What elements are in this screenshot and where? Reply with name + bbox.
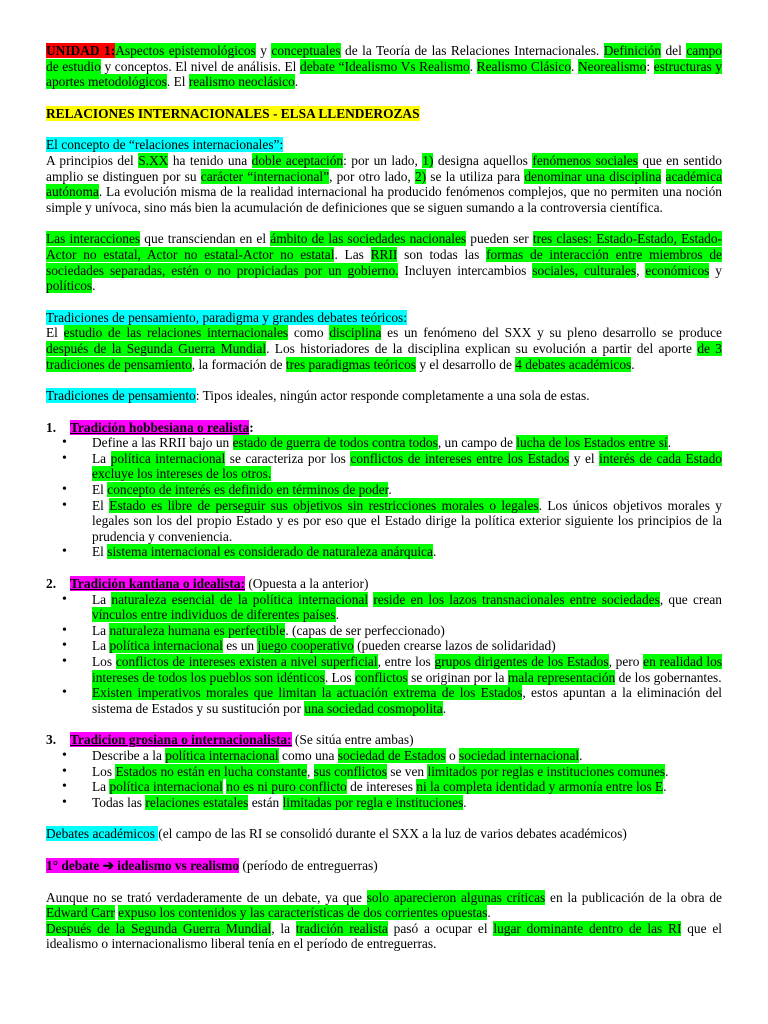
text-run: se la utiliza para	[426, 168, 525, 184]
highlighted-text: Edward Carr	[46, 905, 115, 921]
text-run: , la	[271, 920, 296, 936]
text-run: La	[92, 638, 110, 654]
highlighted-text: estudio de las relaciones internacionales	[63, 325, 289, 341]
highlighted-text: sistema internacional es considerado de naturaleza anárquica	[107, 544, 433, 560]
text-run: designa aquellos	[433, 152, 533, 168]
highlighted-text: interés de cada Estado excluye los intereses de los otros.	[92, 450, 722, 482]
text-run: , estos apuntan a la eliminación del sistema de Estados y su sustitución por	[92, 685, 722, 716]
hobbes-bullets	[46, 435, 722, 560]
text-run: .	[663, 779, 667, 795]
txt: . El	[166, 74, 189, 90]
text-run: pasó a ocupar el	[387, 920, 494, 936]
concept-heading-text: El concepto de “relaciones internacionales”:	[46, 137, 284, 153]
highlighted-text: sociedad internacional	[459, 747, 580, 763]
txt: :	[646, 58, 654, 74]
highlighted-text: política internacional	[110, 450, 226, 466]
text-run: El	[92, 482, 108, 498]
unit-label: UNIDAD 1:	[46, 43, 116, 58]
tradition-title	[46, 732, 722, 748]
highlighted-text: tres paradigmas teóricos	[285, 356, 416, 372]
text-run: o	[445, 747, 460, 763]
highlighted-text: política internacional	[109, 638, 223, 654]
tradition-hobbes	[46, 420, 722, 560]
text-run: que transciendan en el	[140, 231, 271, 247]
text-run: A principios del	[46, 152, 139, 168]
tradition-title-text: Tradición hobbesiana o realista	[70, 419, 250, 435]
hl: Realismo Clásico	[476, 58, 572, 74]
text-run: Define a las RRII bajo un	[92, 435, 233, 451]
text-run: como una	[278, 747, 338, 763]
highlighted-text: reside en los lazos transnacionales entre sociedades	[373, 591, 660, 607]
hl: realismo neoclásico	[188, 74, 295, 90]
text-run: , entre los	[377, 654, 435, 669]
text-run: Todas las	[92, 794, 146, 810]
txt: 1° debate	[46, 857, 103, 873]
text-run: se originan por la	[407, 669, 508, 685]
list-item	[46, 592, 722, 623]
arrow-icon: ➔	[102, 857, 114, 873]
highlighted-text: vínculos entre individuos de diferentes países	[92, 607, 336, 623]
document-page	[46, 43, 722, 952]
text-run: .	[335, 607, 339, 623]
highlighted-text: doble aceptación	[251, 152, 344, 168]
highlighted-text: limitadas por regla e instituciones	[282, 794, 464, 810]
concept-heading	[46, 137, 722, 153]
highlighted-text: ámbito de las sociedades nacionales	[270, 231, 467, 247]
first-debate-title	[46, 858, 722, 874]
text-run: El	[92, 544, 108, 560]
text-run: .	[442, 700, 447, 716]
concept-paragraph-2	[46, 231, 722, 293]
text-run: pueden ser	[466, 231, 533, 247]
traditions-heading	[46, 310, 722, 326]
hl: Neorealismo	[577, 58, 647, 74]
text-run: La	[92, 450, 111, 466]
text-run: , la formación de	[191, 356, 286, 372]
highlighted-text: fenómenos sociales	[532, 152, 638, 168]
highlighted-text: conflictos	[354, 669, 408, 685]
highlighted-text: económicos	[645, 262, 710, 278]
list-item	[46, 623, 722, 639]
highlighted-text: después de la Segunda Guerra Mundial	[46, 340, 267, 356]
highlighted-text: Después de la Segunda Guerra Mundial	[46, 920, 272, 936]
text-run: : por un lado,	[343, 152, 423, 168]
highlighted-text: formas de interacción entre miembros de sociedades separadas, estén o no propiciadas por un gobierno.	[46, 246, 723, 278]
list-item	[46, 779, 722, 795]
highlighted-text: juego cooperativo	[257, 638, 354, 654]
text-run: La	[92, 622, 110, 638]
highlighted-text: Estado es libre de perseguir sus objetivos sin restricciones morales o legales	[109, 497, 539, 513]
concept-paragraph-1	[46, 153, 722, 215]
highlighted-text: política internacional	[165, 747, 279, 763]
highlighted-text: sociales, culturales	[532, 262, 637, 278]
text-run: .	[579, 747, 583, 763]
debates-heading	[46, 826, 722, 842]
highlighted-text: lucha de los Estados entre sí	[516, 435, 668, 451]
highlighted-text: no es ni puro conflicto	[226, 779, 347, 795]
text-run: . La evolución misma de la realidad internacional ha producido fenómenos complejos, que no permiten una noción simple y unívoca, sino más bien la acumulación de definiciones que se siguen sumando a la controversia científica.	[46, 184, 722, 215]
traditions-paragraph-1	[46, 325, 722, 372]
txt: del	[661, 43, 687, 58]
highlighted-text: política internacional	[109, 779, 223, 795]
highlighted-text: ni la completa identidad y armonía entre los E	[416, 779, 664, 795]
highlighted-text: concepto de interés es definido en términos de poder	[107, 482, 389, 498]
highlighted-text: carácter “internacional”	[200, 168, 330, 184]
highlighted-text: S.XX	[138, 152, 169, 168]
text-run: de intereses	[346, 779, 417, 795]
txt: (Opuesta a la anterior)	[244, 576, 369, 592]
text-run: Aunque no se trató verdaderamente de un debate, ya que	[46, 889, 367, 905]
list-item	[46, 498, 722, 545]
highlighted-text: 2)	[414, 168, 427, 184]
highlighted-text: una sociedad cosmopolita	[304, 700, 443, 716]
tradition-grotius	[46, 732, 722, 810]
text-run: y el	[569, 450, 600, 466]
highlighted-text: naturaleza esencial de la política internacional	[111, 591, 369, 607]
list-item	[46, 654, 722, 685]
hl: conceptuales	[271, 43, 341, 58]
traditions-heading-text: Tradiciones de pensamiento, paradigma y grandes debates teóricos:	[46, 309, 407, 325]
text-run: El	[46, 325, 64, 341]
highlighted-text: expuso los contenidos y las características de dos corrientes opuestas	[118, 905, 488, 921]
text-run: .	[667, 435, 672, 451]
debates-label: Debates académicos	[46, 826, 159, 842]
text-run: El	[92, 497, 110, 513]
text-run: .	[432, 544, 437, 560]
list-item	[46, 685, 722, 716]
text-run: Describe a la	[92, 747, 166, 763]
txt: .	[294, 74, 299, 90]
text-run: . Los	[324, 669, 355, 685]
tradition-kant	[46, 576, 722, 716]
list-item	[46, 544, 722, 560]
document-title	[46, 106, 722, 122]
text-run: y	[709, 262, 723, 278]
text-run: .	[388, 482, 392, 498]
text-run: La	[92, 779, 110, 795]
highlighted-text: políticos	[46, 278, 93, 294]
grotius-bullets	[46, 748, 722, 810]
tradition-title	[46, 576, 722, 592]
traditions-label: Tradiciones de pensamiento	[46, 388, 196, 404]
text-run: . Los únicos objetivos morales y legales son los del propio Estado y es por eso que el Estado dirige la política exterior siguiente los principios de la prudencia y conveniencia.	[92, 497, 722, 544]
list-item	[46, 748, 722, 764]
unit-paragraph	[46, 43, 722, 90]
highlighted-text: denominar una disciplina	[524, 168, 662, 184]
highlighted-text: 4 debates académicos	[515, 356, 632, 372]
txt: y conceptos. El nivel de análisis. El	[100, 58, 301, 74]
text-run: La	[92, 591, 112, 607]
highlighted-text: sociedad de Estados	[337, 747, 446, 763]
txt: idealismo vs realismo	[113, 857, 240, 873]
highlighted-text: conflictos de intereses existen a nivel superficial	[115, 654, 378, 669]
text-run: .	[92, 278, 96, 294]
text-run: .	[487, 905, 491, 921]
text-run: , que crean	[659, 591, 722, 607]
text-run: son todas las	[397, 246, 487, 262]
text-run: se caracteriza por los	[225, 450, 351, 466]
text-run: Los	[92, 654, 116, 669]
list-item	[46, 764, 722, 780]
text-run: (pueden crearse lazos de solidaridad)	[353, 638, 556, 654]
tradition-title-text: Tradición kantiana o idealista:	[70, 576, 245, 592]
highlighted-text: estado de guerra de todos contra todos	[232, 435, 438, 451]
tradition-title-text: Tradicion grosiana o internacionalista:	[70, 732, 292, 748]
highlighted-text: solo aparecieron algunas críticas	[366, 889, 546, 905]
highlighted-text: sus conflictos	[313, 763, 387, 779]
highlighted-text: Las interacciones	[46, 231, 141, 247]
text-run: . Los historiadores de la disciplina explican su evolución a partir del aporte	[266, 340, 698, 356]
text-run: que el idealismo o internacionalismo liberal tenía en el período de entreguerras.	[46, 920, 722, 952]
list-item	[46, 638, 722, 654]
highlighted-text: 1)	[422, 152, 434, 168]
text-run: es un fenómeno del SXX y su pleno desarrollo se produce	[381, 325, 722, 341]
highlighted-text: Estados no están en lucha constante	[115, 763, 307, 779]
list-item	[46, 795, 722, 811]
hl: debate “Idealismo Vs Realismo	[300, 58, 470, 74]
highlighted-text: RRII	[370, 246, 398, 262]
txt: .	[571, 58, 578, 74]
list-item	[46, 482, 722, 498]
list-item	[46, 435, 722, 451]
text-run: están	[248, 794, 283, 810]
highlighted-text: naturaleza humana es perfectible	[109, 622, 286, 638]
text-run: , por otro lado,	[329, 168, 415, 184]
kant-bullets	[46, 592, 722, 717]
txt: .	[469, 58, 477, 74]
text-run: .	[665, 763, 669, 779]
hl: Aspectos epistemológicos	[115, 43, 256, 58]
text-run: .	[631, 356, 635, 372]
highlighted-text: Existen imperativos morales que limitan la actuación extrema de los Estados	[92, 685, 523, 701]
txt: :	[249, 419, 254, 435]
text-run: y el desarrollo de	[415, 356, 516, 372]
text-run: como	[288, 325, 330, 341]
highlighted-text: disciplina	[329, 325, 382, 341]
text-run: de los gobernantes.	[615, 669, 722, 685]
hl: estructuras y aportes metodológicos	[46, 58, 723, 90]
text-run: Incluyen intercambios	[398, 262, 533, 278]
highlighted-text: conflictos de intereses entre los Estados	[350, 450, 570, 466]
highlighted-text: limitados por reglas e instituciones comunes	[427, 763, 666, 779]
text-run: ha tenido una	[168, 152, 252, 168]
text-run: , un campo de	[437, 435, 517, 451]
highlighted-text: mala representación	[507, 669, 616, 685]
text-run: que en sentido amplio se distinguen por su	[46, 152, 722, 184]
highlighted-text: tres clases: Estado-Estado, Estado-Actor no estatal, Actor no estatal-Actor no estatal	[46, 231, 723, 262]
debates-paragraph-1	[46, 890, 722, 921]
text-run: ,	[306, 763, 314, 779]
highlighted-text: lugar dominante dentro de las RI	[493, 920, 682, 936]
text-run	[661, 169, 665, 184]
list-item	[46, 451, 722, 482]
text-run: .	[463, 794, 467, 810]
hl: campo de estudio	[46, 43, 723, 74]
highlighted-text: relaciones estatales	[145, 794, 249, 810]
text-run: . (capas de ser perfeccionado)	[285, 622, 445, 638]
text-run: , pero	[608, 654, 644, 669]
title-text: RELACIONES INTERNACIONALES - ELSA LLENDEROZAS	[46, 105, 420, 121]
text-run: ,	[636, 262, 646, 278]
highlighted-text: de 3 tradiciones de pensamiento	[46, 340, 722, 372]
txt: : Tipos ideales, ningún actor responde completamente a una sola de estas.	[195, 388, 590, 404]
txt: (el campo de las RI se consolidó durante el SXX a la luz de varios debates académicos)	[158, 826, 627, 842]
hl: Definición	[603, 43, 662, 58]
text-run: es un	[222, 638, 258, 654]
highlighted-text: en realidad los intereses de todos los pueblos son idénticos	[92, 654, 722, 685]
traditions-paragraph-2	[46, 388, 722, 404]
txt: (período de entreguerras)	[239, 857, 378, 873]
highlighted-text: tradición realista	[295, 920, 388, 936]
list-number: 2.	[46, 576, 57, 592]
text-run: en la publicación de la obra de	[545, 889, 722, 905]
text-run: se ven	[386, 763, 428, 779]
txt: (Se sitúa entre ambas)	[291, 732, 414, 748]
debates-paragraph-2	[46, 921, 722, 952]
traditions-list	[46, 420, 722, 811]
txt: y	[255, 43, 272, 58]
tradition-title	[46, 420, 722, 436]
highlighted-text: académica autónoma	[46, 168, 723, 200]
text-run: . Las	[334, 246, 371, 262]
text-run: Los	[92, 763, 116, 779]
txt: de la Teoría de las Relaciones Internacionales.	[340, 43, 604, 58]
list-number: 1.	[46, 419, 57, 435]
highlighted-text: grupos dirigentes de los Estados	[434, 654, 609, 669]
list-number: 3.	[46, 732, 57, 748]
first-debate-label	[46, 858, 239, 873]
